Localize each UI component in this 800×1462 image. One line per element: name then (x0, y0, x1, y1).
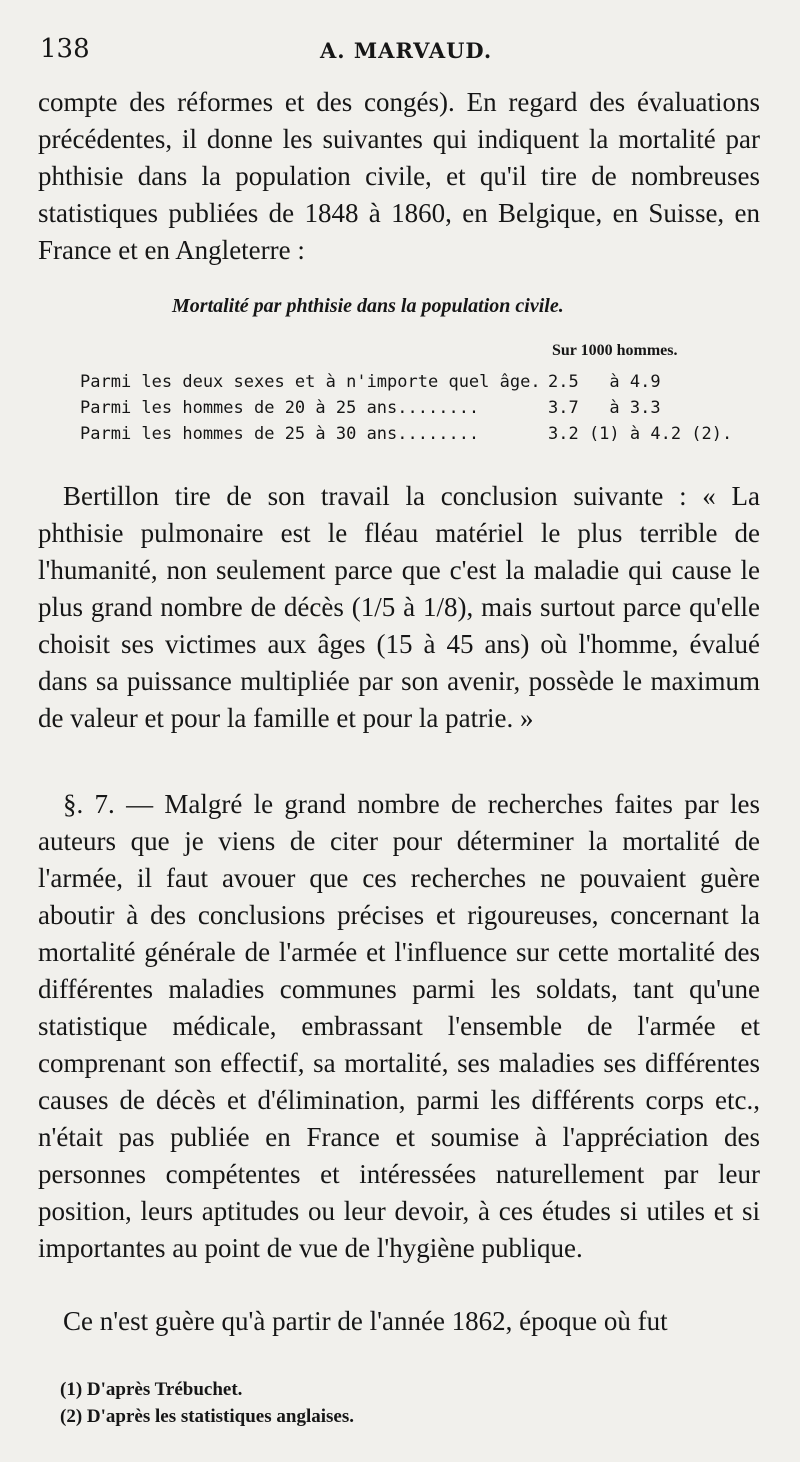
footnote-2: (2) D'après les statistiques anglaises. (60, 1406, 354, 1427)
page-header (40, 34, 760, 74)
table-unit: Sur 1000 hommes. (552, 342, 678, 359)
row-values: 3.2 (1) à 4.2 (2). (548, 424, 733, 444)
footnote-1: (1) D'après Trébuchet. (60, 1379, 243, 1400)
row-values: 2.5 à 4.9 (548, 372, 661, 392)
table-row (80, 372, 760, 398)
paragraph-2 (38, 478, 760, 737)
row-label: Parmi les hommes de 25 à 30 ans........ (80, 424, 480, 444)
row-label: Parmi les deux sexes et à n'importe quel âge. (80, 372, 541, 392)
table-row (80, 398, 760, 424)
table-row (80, 424, 760, 450)
page-number: 138 (40, 34, 90, 64)
paragraph-3 (38, 786, 760, 1267)
row-values: 3.7 à 3.3 (548, 398, 661, 418)
mortality-table (80, 372, 760, 450)
running-title: A. MARVAUD. (320, 38, 493, 63)
table-title: Mortalité par phthisie dans la population civile. (172, 295, 564, 317)
paragraph-4-text: Ce n'est guère qu'à partir de l'année 1862, époque où fut (63, 1306, 668, 1336)
footnotes (60, 1376, 354, 1430)
paragraph-3-text: §. 7. — Malgré le grand nombre de recherches faites par les auteurs que je viens de citer pour déterminer la mortalité de l'armée, il faut avouer que ces recherches ne pouvaient guère aboutir à des conclusions précises et rigoureuses, concernant la mortalité générale de l'armée et l'influence sur cette mortalité des différentes maladies communes parmi les soldats, tant qu'une statistique médicale, embrassant l'ensemble de l'armée et comprenant son effectif, sa mortalité, ses maladies ses différentes causes de décès et d'élimination, parmi les différents corps etc., n'était pas publiée en France et soumise à l'appréciation des personnes compétentes et intéressées naturellement par leur position, leurs aptitudes ou leur devoir, à ces études si utiles et si importantes au point de vue de l'hygiène publique. (38, 789, 760, 1263)
paragraph-4 (38, 1303, 760, 1340)
paragraph-2-text: Bertillon tire de son travail la conclusion suivante : « La phthisie pulmonaire est le fléau matériel le plus terrible de l'humanité, non seulement parce que c'est la maladie qui cause le plus grand nombre de décès (1/5 à 1/8), mais surtout parce qu'elle choisit ses victimes aux âges (15 à 45 ans) où l'homme, évalué dans sa puissance multipliée par son avenir, possède le maximum de valeur et pour la famille et pour la patrie. » (38, 481, 760, 733)
row-label: Parmi les hommes de 20 à 25 ans........ (80, 398, 480, 418)
paragraph-1 (38, 84, 760, 269)
paragraph-1-text: compte des réformes et des congés). En regard des évaluations précédentes, il donne les suivantes qui indiquent la mortalité par phthisie dans la population civile, et qu'il tire de nombreuses statistiques publiées de 1848 à 1860, en Belgique, en Suisse, en France et en Angleterre : (38, 87, 760, 265)
